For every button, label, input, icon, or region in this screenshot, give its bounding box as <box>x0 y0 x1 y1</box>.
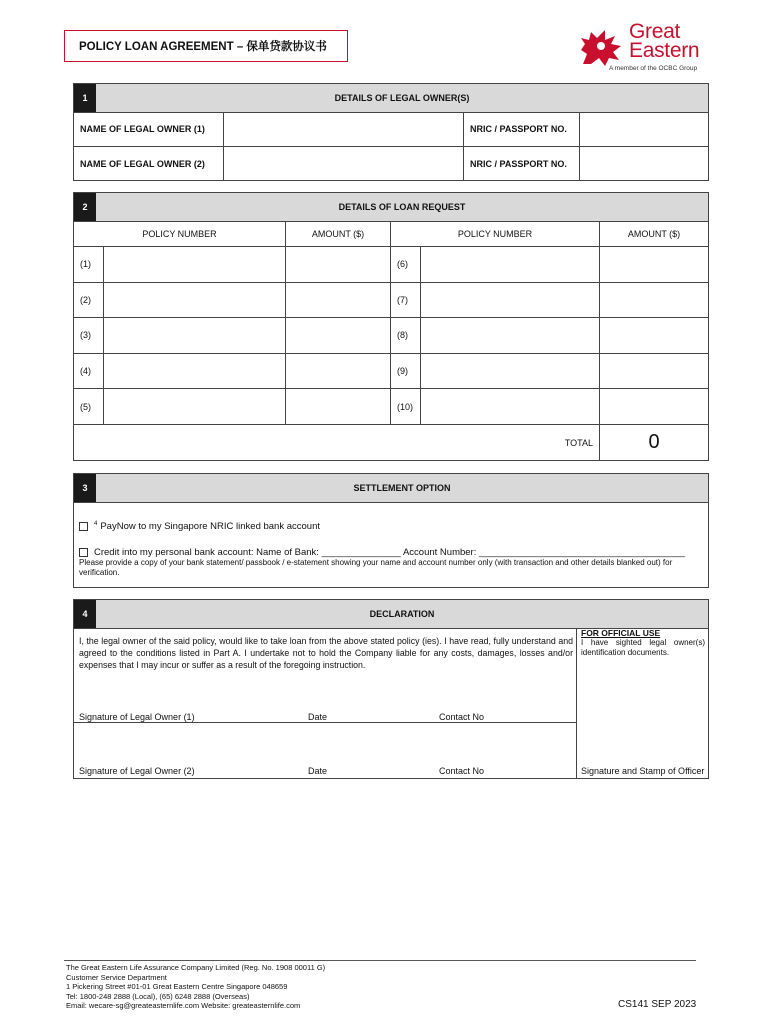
row-number-label: (9) <box>391 354 421 390</box>
section-title: SETTLEMENT OPTION <box>353 483 451 493</box>
amount-field[interactable] <box>600 247 708 283</box>
nric1-field[interactable] <box>580 112 708 147</box>
great-eastern-logo <box>575 20 710 76</box>
officer-signature-label: Signature and Stamp of Officer <box>581 766 705 776</box>
policy-number-field[interactable] <box>104 318 286 354</box>
paynow-label: PayNow to my Singapore NRIC linked bank account <box>100 521 321 533</box>
row-number-label: (5) <box>74 389 104 425</box>
bank-credit-label: Credit into my personal bank account: Name of Bank: _______________ Account Number: _______________________________________ <box>94 547 686 558</box>
policy-number-field[interactable] <box>421 389 600 425</box>
owner1-label: NAME OF LEGAL OWNER (1) <box>74 112 224 147</box>
section-header <box>74 600 708 629</box>
contact2-label: Contact No <box>439 766 485 776</box>
settlement-note: Please provide a copy of your bank statement/ passbook / e-statement showing your name and account number only (with transaction and other details blanked out) for verification. <box>79 558 673 577</box>
footer-address <box>66 963 325 1011</box>
section-legal-owners <box>73 83 709 181</box>
official-use-title: FOR OFFICIAL USE <box>581 628 661 638</box>
divider <box>576 628 577 778</box>
amount-field[interactable] <box>600 389 708 425</box>
contact1-label: Contact No <box>439 712 485 722</box>
policy-number-field[interactable] <box>421 283 600 319</box>
row-number-label: (7) <box>391 283 421 319</box>
amount-field[interactable] <box>286 283 391 319</box>
bank-credit-option[interactable] <box>79 547 685 558</box>
declaration-text: I, the legal owner of the said policy, would like to take loan from the above stated policy (ies). I have read, fully understand and agreed to the conditions listed in Part A. I undertake not to hold the Company liable for any costs, damages, losses and/or expenses that I may incur or suffer as a result of the foregoing instruction. <box>79 636 573 670</box>
amount-field[interactable] <box>600 354 708 390</box>
owner2-name-field[interactable] <box>224 147 464 180</box>
amount-field[interactable] <box>600 318 708 354</box>
row-number-label: (8) <box>391 318 421 354</box>
policy-number-field[interactable] <box>104 283 286 319</box>
row-number-label: (3) <box>74 318 104 354</box>
lion-logo-icon <box>575 24 627 68</box>
sig2-label: Signature of Legal Owner (2) <box>79 766 195 776</box>
paynow-checkbox[interactable] <box>79 522 88 531</box>
owner1-name-field[interactable] <box>224 112 464 147</box>
logo-tagline: A member of the OCBC Group <box>609 65 698 72</box>
footer-phone: Tel: 1800-248 2888 (Local), (65) 6248 2888 (Overseas) <box>66 991 250 1001</box>
section-number: 3 <box>74 474 96 502</box>
amount-field[interactable] <box>600 283 708 319</box>
bank-credit-checkbox[interactable] <box>79 548 88 557</box>
nric2-label: NRIC / PASSPORT NO. <box>464 147 580 180</box>
divider <box>74 722 576 723</box>
section-header <box>74 193 708 222</box>
paynow-option[interactable] <box>79 521 320 532</box>
date1-label: Date <box>308 712 328 722</box>
amount-field[interactable] <box>286 247 391 283</box>
policy-number-field[interactable] <box>421 247 600 283</box>
date2-label: Date <box>308 766 328 776</box>
total-label: TOTAL <box>74 425 600 460</box>
policy-number-field[interactable] <box>104 389 286 425</box>
col-header-amount-right: AMOUNT ($) <box>600 221 708 247</box>
section-declaration <box>73 599 709 779</box>
col-header-policy-left: POLICY NUMBER <box>74 221 286 247</box>
footer-rule <box>64 960 696 961</box>
section-title: DETAILS OF LOAN REQUEST <box>338 202 466 212</box>
row-number-label: (6) <box>391 247 421 283</box>
amount-field[interactable] <box>286 389 391 425</box>
amount-field[interactable] <box>286 318 391 354</box>
sig1-label: Signature of Legal Owner (1) <box>79 712 195 722</box>
footer-street: 1 Pickering Street #01-01 Great Eastern Centre Singapore 048659 <box>66 982 288 991</box>
section-number: 1 <box>74 84 96 112</box>
section-title: DETAILS OF LEGAL OWNER(S) <box>334 93 470 103</box>
section-number: 4 <box>74 600 96 628</box>
col-header-policy-right: POLICY NUMBER <box>391 221 600 247</box>
form-code: CS141 SEP 2023 <box>618 999 697 1010</box>
logo-word-great: Great <box>629 20 681 43</box>
section-number: 2 <box>74 193 96 221</box>
official-use-text: I have sighted legal owner(s) identification documents. <box>581 638 705 657</box>
policy-number-field[interactable] <box>104 354 286 390</box>
nric1-label: NRIC / PASSPORT NO. <box>464 112 580 147</box>
section-header <box>74 84 708 113</box>
section-title: DECLARATION <box>369 609 435 619</box>
owner2-label: NAME OF LEGAL OWNER (2) <box>74 147 224 180</box>
form-title: POLICY LOAN AGREEMENT – 保单贷款协议书 <box>64 30 348 62</box>
footer-department: Customer Service Department <box>66 972 167 982</box>
col-header-amount-left: AMOUNT ($) <box>286 221 391 247</box>
footer-company: The Great Eastern Life Assurance Company Limited (Reg. No. 1908 00011 G) <box>66 963 326 972</box>
policy-number-field[interactable] <box>104 247 286 283</box>
amount-field[interactable] <box>286 354 391 390</box>
logo-word-eastern: Eastern <box>629 39 700 62</box>
footer-email-web: Email: wecare-sg@greateasternlife.com Website: greateasternlife.com <box>66 1001 301 1010</box>
policy-number-field[interactable] <box>421 354 600 390</box>
policy-number-field[interactable] <box>421 318 600 354</box>
row-number-label: (1) <box>74 247 104 283</box>
section-header <box>74 474 708 503</box>
row-number-label: (4) <box>74 354 104 390</box>
nric2-field[interactable] <box>580 147 708 180</box>
row-number-label: (2) <box>74 283 104 319</box>
row-number-label: (10) <box>391 389 421 425</box>
footnote-mark: 4 <box>94 521 98 527</box>
total-value: 0 <box>648 431 660 453</box>
section-settlement <box>73 473 709 588</box>
section-loan-request <box>73 192 709 461</box>
